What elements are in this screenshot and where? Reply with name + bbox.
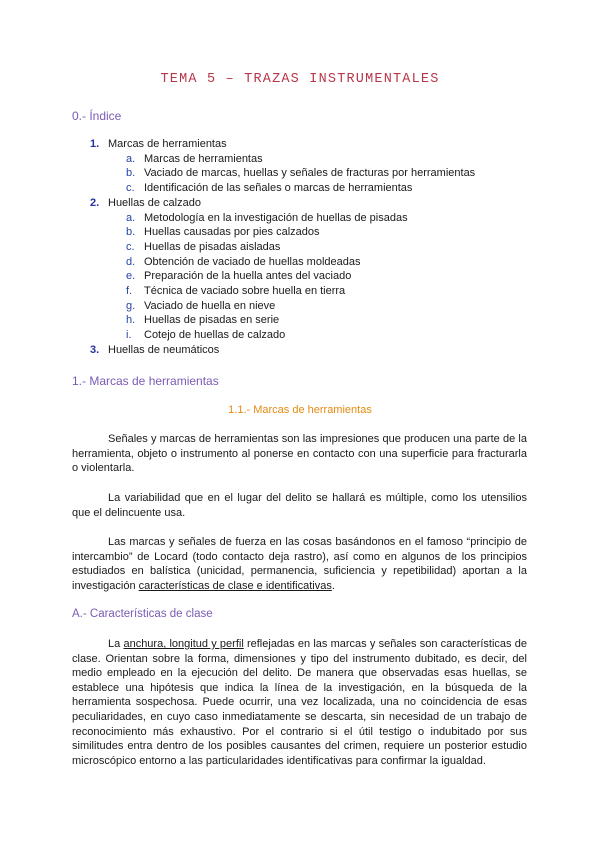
list-letter: c. [126, 240, 135, 253]
paragraph-2: La variabilidad que en el lugar del delito se hallará es múltiple, como los utensilios que el delincuente usa. [72, 492, 527, 519]
paragraph-1: Señales y marcas de herramientas son las impresiones que producen una parte de la herramienta, objeto o instrumento al ponerse en contacto con una superficie para fracturarla o violentarla. [72, 433, 527, 475]
list-label: Vaciado de marcas, huellas y señales de fracturas por herramientas [144, 167, 476, 180]
list-label: Técnica de vaciado sobre huella en tierra [144, 285, 346, 297]
subsection-1-1-heading: 1.1.- Marcas de herramientas [228, 404, 372, 416]
list-letter: h. [126, 314, 136, 327]
list-label: Huellas de pisadas aisladas [144, 240, 281, 253]
list-label: Huellas de calzado [108, 196, 201, 209]
list-label: Obtención de vaciado de huellas moldeadas [144, 255, 361, 268]
paragraph-3: Las marcas y señales de fuerza en las cosas basándonos en el famoso “principio de intercambio” de Locard (todo contacto deja rastro), así como en algunos de los principios estudiados en balística (unicidad, permanencia, suficiencia y repetibilidad) aportan a la investigación características de clase e identificativas. [72, 536, 527, 592]
list-label: Cotejo de huellas de calzado [144, 329, 286, 342]
list-letter: a. [126, 211, 136, 224]
index-heading: 0.- Índice [72, 109, 122, 123]
list-label: Huellas causadas por pies calzados [144, 226, 320, 239]
list-letter: i. [126, 329, 132, 342]
section-1-heading: 1.- Marcas de herramientas [72, 374, 219, 388]
list-label: Marcas de herramientas [144, 152, 263, 165]
list-letter: d. [126, 255, 136, 268]
underlined-phrase: anchura, longitud y perfil [123, 638, 244, 650]
section-a-heading: A.- Características de clase [72, 608, 213, 620]
list-letter: c. [126, 182, 135, 195]
list-label: Identificación de las señales o marcas de herramientas [144, 182, 413, 195]
list-number: 3. [90, 343, 100, 356]
document-title: TEMA 5 – TRAZAS INSTRUMENTALES [160, 72, 440, 87]
list-label: Marcas de herramientas [108, 138, 227, 150]
list-letter: g. [126, 299, 136, 312]
list-number: 2. [90, 196, 100, 209]
list-label: Vaciado de huella en nieve [144, 299, 276, 312]
list-label: Metodología en la investigación de huellas de pisadas [144, 211, 408, 224]
list-letter: e. [126, 270, 136, 283]
list-number: 1. [90, 138, 100, 150]
list-label: Huellas de pisadas en serie [144, 314, 280, 327]
paragraph-4: La anchura, longitud y perfil reflejadas en las marcas y señales son características de clase. Orientan sobre la forma, dimensiones y tipo del instrumento dubitado, es decir, del medio empleado en la ejecución del delito. De manera que observadas esas huellas, se establece una hipótesis que indica la línea de la investigación, en la búsqueda de la herramienta sospechosa. Puede ocurrir, una vez localizada, una no coincidencia de esas peculiaridades, en cuyo caso inmediatamente se descarta, sin necesidad de un trabajo de reconocimiento más exhaustivo. Por el contrario si el útil testigo o indubitado por sus similitudes entra dentro de los posibles causantes del crimen, requiere un posterior estudio microscópico entorno a las particularidades identificativas para confirmar la igualdad. [72, 638, 527, 767]
list-label: Huellas de neumáticos [108, 343, 220, 356]
list-letter: b. [126, 226, 136, 239]
list-label: Preparación de la huella antes del vaciado [144, 270, 352, 283]
list-letter: f. [126, 285, 133, 297]
list-letter: a. [126, 152, 136, 165]
underlined-phrase: características de clase e identificativas [138, 579, 332, 592]
list-letter: b. [126, 167, 136, 180]
